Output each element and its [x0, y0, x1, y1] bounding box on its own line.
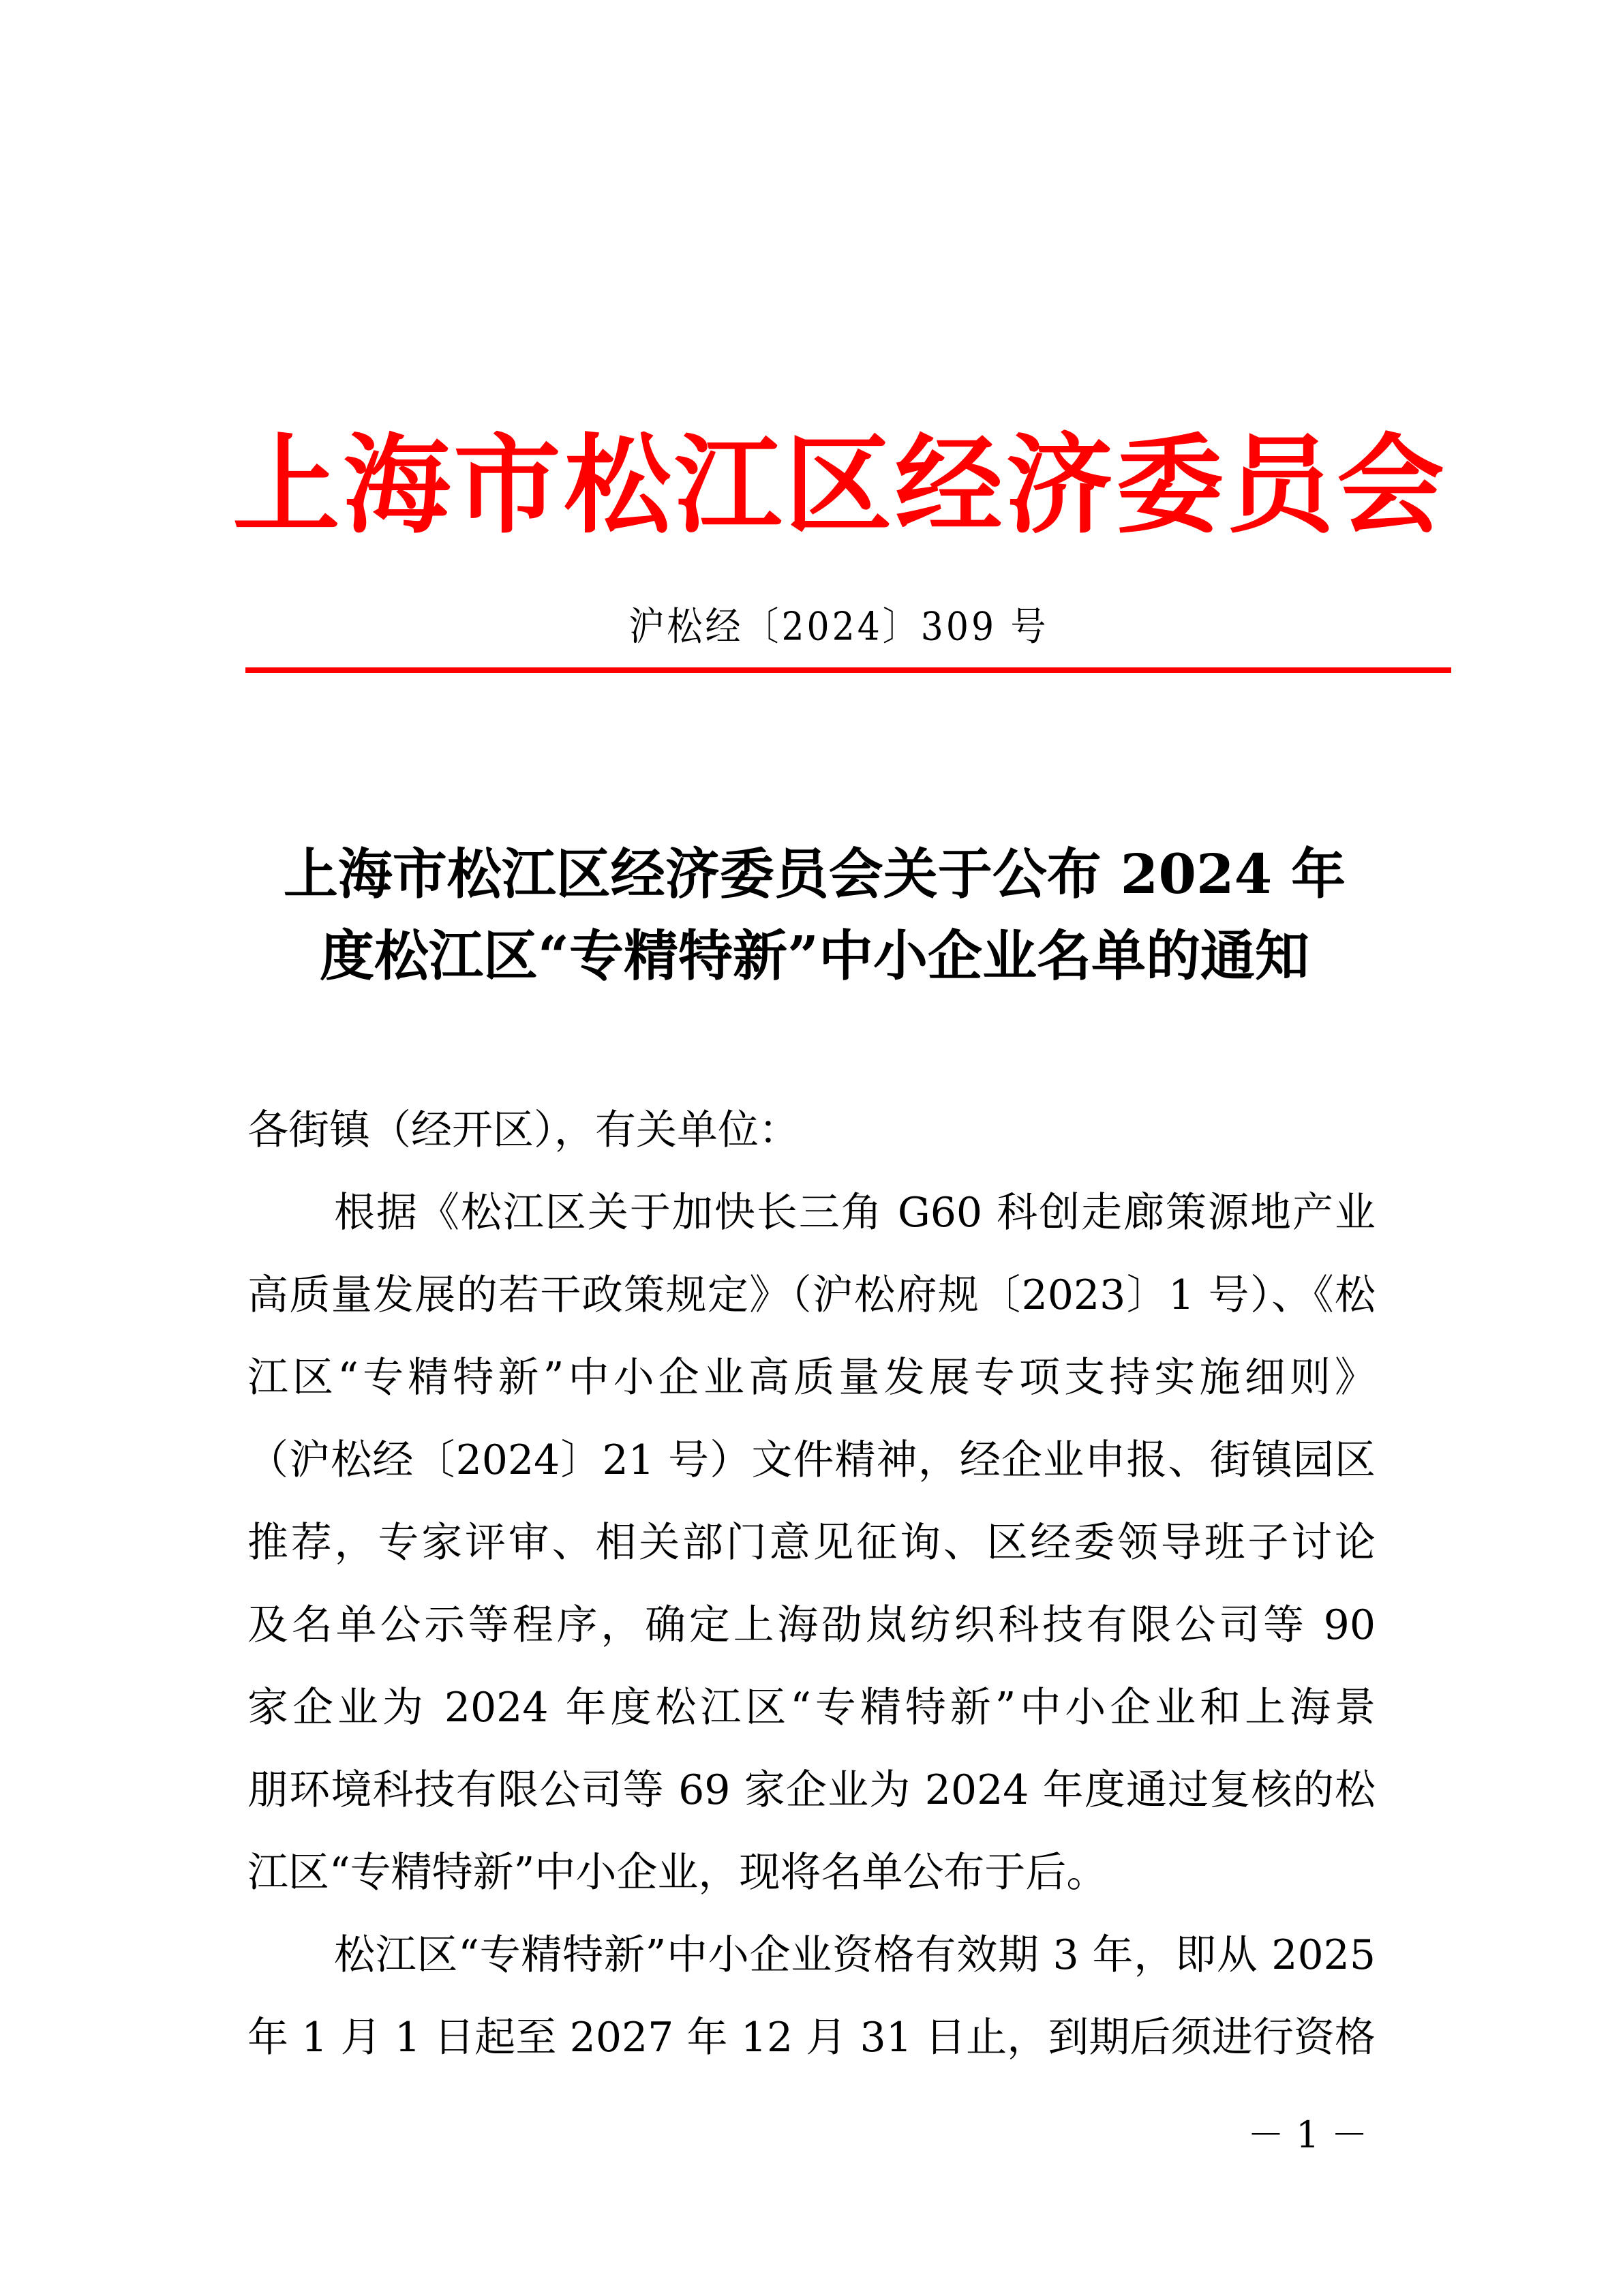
masthead-char: 市: [453, 422, 561, 549]
body-line: 根据《松江区关于加快长三角 G60 科创走廊策源地产业: [334, 1189, 1376, 1237]
body-line: 高质量发展的若干政策规定》（沪松府规〔2023〕1 号）、《松: [247, 1271, 1376, 1319]
body-line: 江区“专精特新”中小企业高质量发展专项支持实施细则》: [247, 1354, 1376, 1402]
title-line: 度松江区“专精特新”中小企业名单的通知: [319, 924, 1310, 988]
body-line: 家企业为 2024 年度松江区“专精特新”中小企业和上海景: [247, 1684, 1376, 1732]
body-line: 推荐，专家评审、相关部门意见征询、区经委领导班子讨论: [247, 1519, 1376, 1567]
masthead-title: [232, 417, 1444, 554]
masthead-char: 区: [785, 422, 892, 549]
masthead-char: 员: [1226, 422, 1334, 549]
body-line: 朋环境科技有限公司等 69 家企业为 2024 年度通过复核的松: [247, 1766, 1376, 1814]
document-body: [247, 1089, 1376, 2079]
masthead-char: 委: [1116, 422, 1224, 549]
title-line: 上海市松江区经济委员会关于公布 2024 年: [283, 842, 1346, 906]
body-line: 及名单公示等程序，确定上海劭岚纺织科技有限公司等 90: [247, 1601, 1376, 1649]
document-title: [242, 833, 1387, 997]
body-line: （沪松经〔2024〕21 号）文件精神，经企业申报、街镇园区: [247, 1436, 1376, 1484]
salutation: 各街镇（经开区），有关单位：: [247, 1106, 800, 1154]
masthead-char: 海: [343, 422, 451, 549]
body-line: 松江区“专精特新”中小企业资格有效期 3 年，即从 2025: [334, 1931, 1376, 1979]
masthead-char: 江: [674, 422, 782, 549]
masthead-char: 会: [1337, 422, 1444, 549]
document-number: 沪松经〔2024〕309 号: [628, 604, 1049, 650]
masthead-char: 松: [564, 422, 671, 549]
body-line: 年 1 月 1 日起至 2027 年 12 月 31 日止，到期后须进行资格: [247, 2014, 1376, 2061]
red-divider-rule: [245, 667, 1451, 673]
masthead-char: 济: [1005, 422, 1113, 549]
masthead-char: 上: [232, 422, 340, 549]
body-line: 江区“专精特新”中小企业，现将名单公布于后。: [247, 1849, 1108, 1897]
masthead-char: 经: [895, 422, 1003, 549]
page-number: － 1 －: [1247, 2113, 1368, 2156]
